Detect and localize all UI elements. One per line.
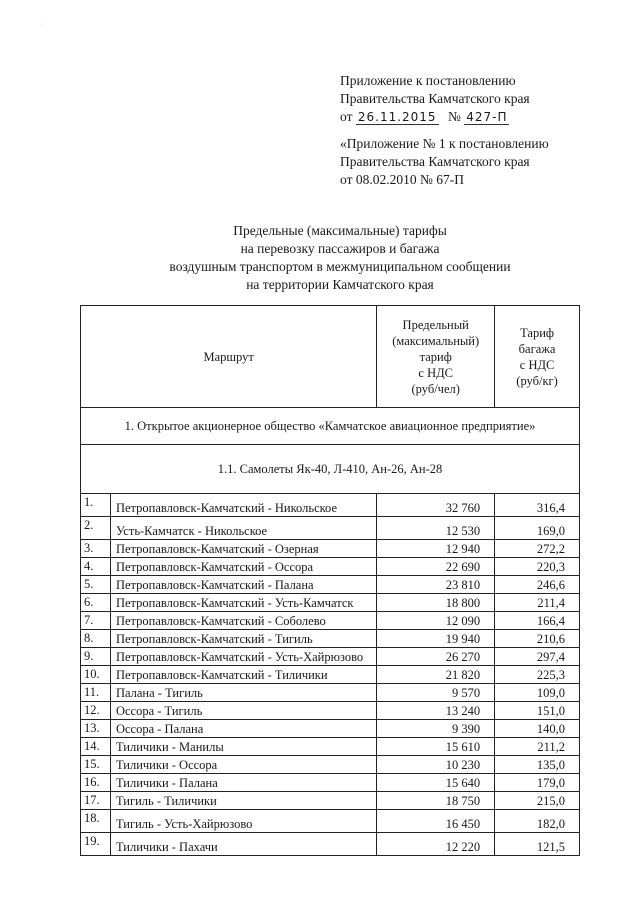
route-cell: Петропавловск-Камчатский - Оссора <box>110 558 376 576</box>
row-number: 12. <box>81 702 111 720</box>
baggage-cell: 121,5 <box>495 833 580 856</box>
baggage-cell: 211,4 <box>495 594 580 612</box>
route-cell: Тигиль - Усть-Хайрюзово <box>110 810 376 833</box>
appendix-line2: Правительства Камчатского края <box>340 91 530 106</box>
table-row <box>81 684 580 702</box>
row-number: 15. <box>81 756 111 774</box>
section-title: 1. Открытое акционерное общество «Камчатское авиационное предприятие» <box>81 408 580 445</box>
route-cell: Петропавловск-Камчатский - Тиличики <box>110 666 376 684</box>
tariff-cell: 12 530 <box>377 517 495 540</box>
route-cell: Оссора - Тигиль <box>110 702 376 720</box>
baggage-cell: 220,3 <box>495 558 580 576</box>
row-number: 18. <box>81 810 111 833</box>
table-row <box>81 810 580 833</box>
prev-line1: «Приложение № 1 к постановлению <box>340 136 549 151</box>
prev-line3: от 08.02.2010 № 67-П <box>340 172 464 187</box>
route-cell: Петропавловск-Камчатский - Никольское <box>110 494 376 517</box>
title-line3: воздушным транспортом в межмуниципальном сообщении <box>169 259 511 274</box>
tariff-cell: 10 230 <box>377 756 495 774</box>
route-cell: Палана - Тигиль <box>110 684 376 702</box>
table-row <box>81 738 580 756</box>
tariff-cell: 16 450 <box>377 810 495 833</box>
row-number: 6. <box>81 594 111 612</box>
route-cell: Петропавловск-Камчатский - Озерная <box>110 540 376 558</box>
tariff-cell: 13 240 <box>377 702 495 720</box>
subsection-row <box>81 445 580 494</box>
route-cell: Тиличики - Палана <box>110 774 376 792</box>
baggage-cell: 210,6 <box>495 630 580 648</box>
tariff-cell: 12 940 <box>377 540 495 558</box>
baggage-cell: 135,0 <box>495 756 580 774</box>
tariff-cell: 9 570 <box>377 684 495 702</box>
route-cell: Усть-Камчатск - Никольское <box>110 517 376 540</box>
row-number: 2. <box>81 517 111 540</box>
table-header-row <box>81 306 580 408</box>
baggage-cell: 246,6 <box>495 576 580 594</box>
route-cell: Петропавловск-Камчатский - Тигиль <box>110 630 376 648</box>
baggage-cell: 316,4 <box>495 494 580 517</box>
route-cell: Петропавловск-Камчатский - Усть-Хайрюзово <box>110 648 376 666</box>
tariff-cell: 18 750 <box>377 792 495 810</box>
table-row <box>81 612 580 630</box>
row-number: 4. <box>81 558 111 576</box>
table-row <box>81 517 580 540</box>
tariff-cell: 19 940 <box>377 630 495 648</box>
tariff-cell: 26 270 <box>377 648 495 666</box>
baggage-cell: 179,0 <box>495 774 580 792</box>
tariff-cell: 9 390 <box>377 720 495 738</box>
tariff-cell: 12 090 <box>377 612 495 630</box>
route-cell: Петропавловск-Камчатский - Палана <box>110 576 376 594</box>
baggage-cell: 169,0 <box>495 517 580 540</box>
tariff-cell: 18 800 <box>377 594 495 612</box>
table-row <box>81 576 580 594</box>
row-number: 17. <box>81 792 111 810</box>
row-number: 8. <box>81 630 111 648</box>
baggage-cell: 166,4 <box>495 612 580 630</box>
appendix-date-line: от 26.11.2015 № 427-П <box>340 109 508 124</box>
route-cell: Петропавловск-Камчатский - Соболево <box>110 612 376 630</box>
route-cell: Оссора - Палана <box>110 720 376 738</box>
title-line4: на территории Камчатского края <box>246 277 434 292</box>
baggage-cell: 272,2 <box>495 540 580 558</box>
tariff-cell: 15 610 <box>377 738 495 756</box>
title-line1: Предельные (максимальные) тарифы <box>233 223 447 238</box>
appendix-header <box>340 72 530 126</box>
baggage-cell: 182,0 <box>495 810 580 833</box>
table-row <box>81 494 580 517</box>
prev-line2: Правительства Камчатского края <box>340 154 530 169</box>
baggage-cell: 211,2 <box>495 738 580 756</box>
tariff-cell: 22 690 <box>377 558 495 576</box>
baggage-cell: 151,0 <box>495 702 580 720</box>
route-cell: Тигиль - Тиличики <box>110 792 376 810</box>
baggage-cell: 109,0 <box>495 684 580 702</box>
table-row <box>81 756 580 774</box>
baggage-column-header: Тариф багажа с НДС (руб/кг) <box>495 306 580 408</box>
row-number: 5. <box>81 576 111 594</box>
tariff-table <box>80 305 580 856</box>
table-row <box>81 774 580 792</box>
tariff-cell: 32 760 <box>377 494 495 517</box>
route-cell: Тиличики - Оссора <box>110 756 376 774</box>
tariff-cell: 23 810 <box>377 576 495 594</box>
handwritten-date: 26.11.2015 <box>357 110 437 124</box>
title-line2: на перевозку пассажиров и багажа <box>240 241 440 256</box>
table-row <box>81 594 580 612</box>
handwritten-number: 427-П <box>466 110 508 124</box>
row-number: 3. <box>81 540 111 558</box>
tariff-cell: 12 220 <box>377 833 495 856</box>
table-row <box>81 702 580 720</box>
table-row <box>81 558 580 576</box>
baggage-cell: 225,3 <box>495 666 580 684</box>
row-number: 9. <box>81 648 111 666</box>
row-number: 13. <box>81 720 111 738</box>
baggage-cell: 215,0 <box>495 792 580 810</box>
row-number: 16. <box>81 774 111 792</box>
row-number: 11. <box>81 684 111 702</box>
previous-appendix-header <box>340 135 549 189</box>
row-number: 10. <box>81 666 111 684</box>
appendix-line1: Приложение к постановлению <box>340 73 516 88</box>
tariff-column-header: Предельный (максимальный) тариф с НДС (руб/чел) <box>377 306 495 408</box>
table-row <box>81 792 580 810</box>
row-number: 1. <box>81 494 111 517</box>
subsection-title: 1.1. Самолеты Як-40, Л-410, Ан-26, Ан-28 <box>81 445 580 494</box>
section-row <box>81 408 580 445</box>
route-cell: Петропавловск-Камчатский - Усть-Камчатск <box>110 594 376 612</box>
tariff-cell: 21 820 <box>377 666 495 684</box>
tariff-cell: 15 640 <box>377 774 495 792</box>
table-row <box>81 648 580 666</box>
scan-mark: · <box>40 22 42 28</box>
baggage-cell: 140,0 <box>495 720 580 738</box>
table-row <box>81 540 580 558</box>
row-number: 19. <box>81 833 111 856</box>
row-number: 14. <box>81 738 111 756</box>
route-cell: Тиличики - Пахачи <box>110 833 376 856</box>
table-row <box>81 720 580 738</box>
route-cell: Тиличики - Манилы <box>110 738 376 756</box>
route-column-header: Маршрут <box>81 306 377 408</box>
baggage-cell: 297,4 <box>495 648 580 666</box>
table-row <box>81 833 580 856</box>
table-row <box>81 666 580 684</box>
row-number: 7. <box>81 612 111 630</box>
table-row <box>81 630 580 648</box>
document-title <box>90 222 590 294</box>
